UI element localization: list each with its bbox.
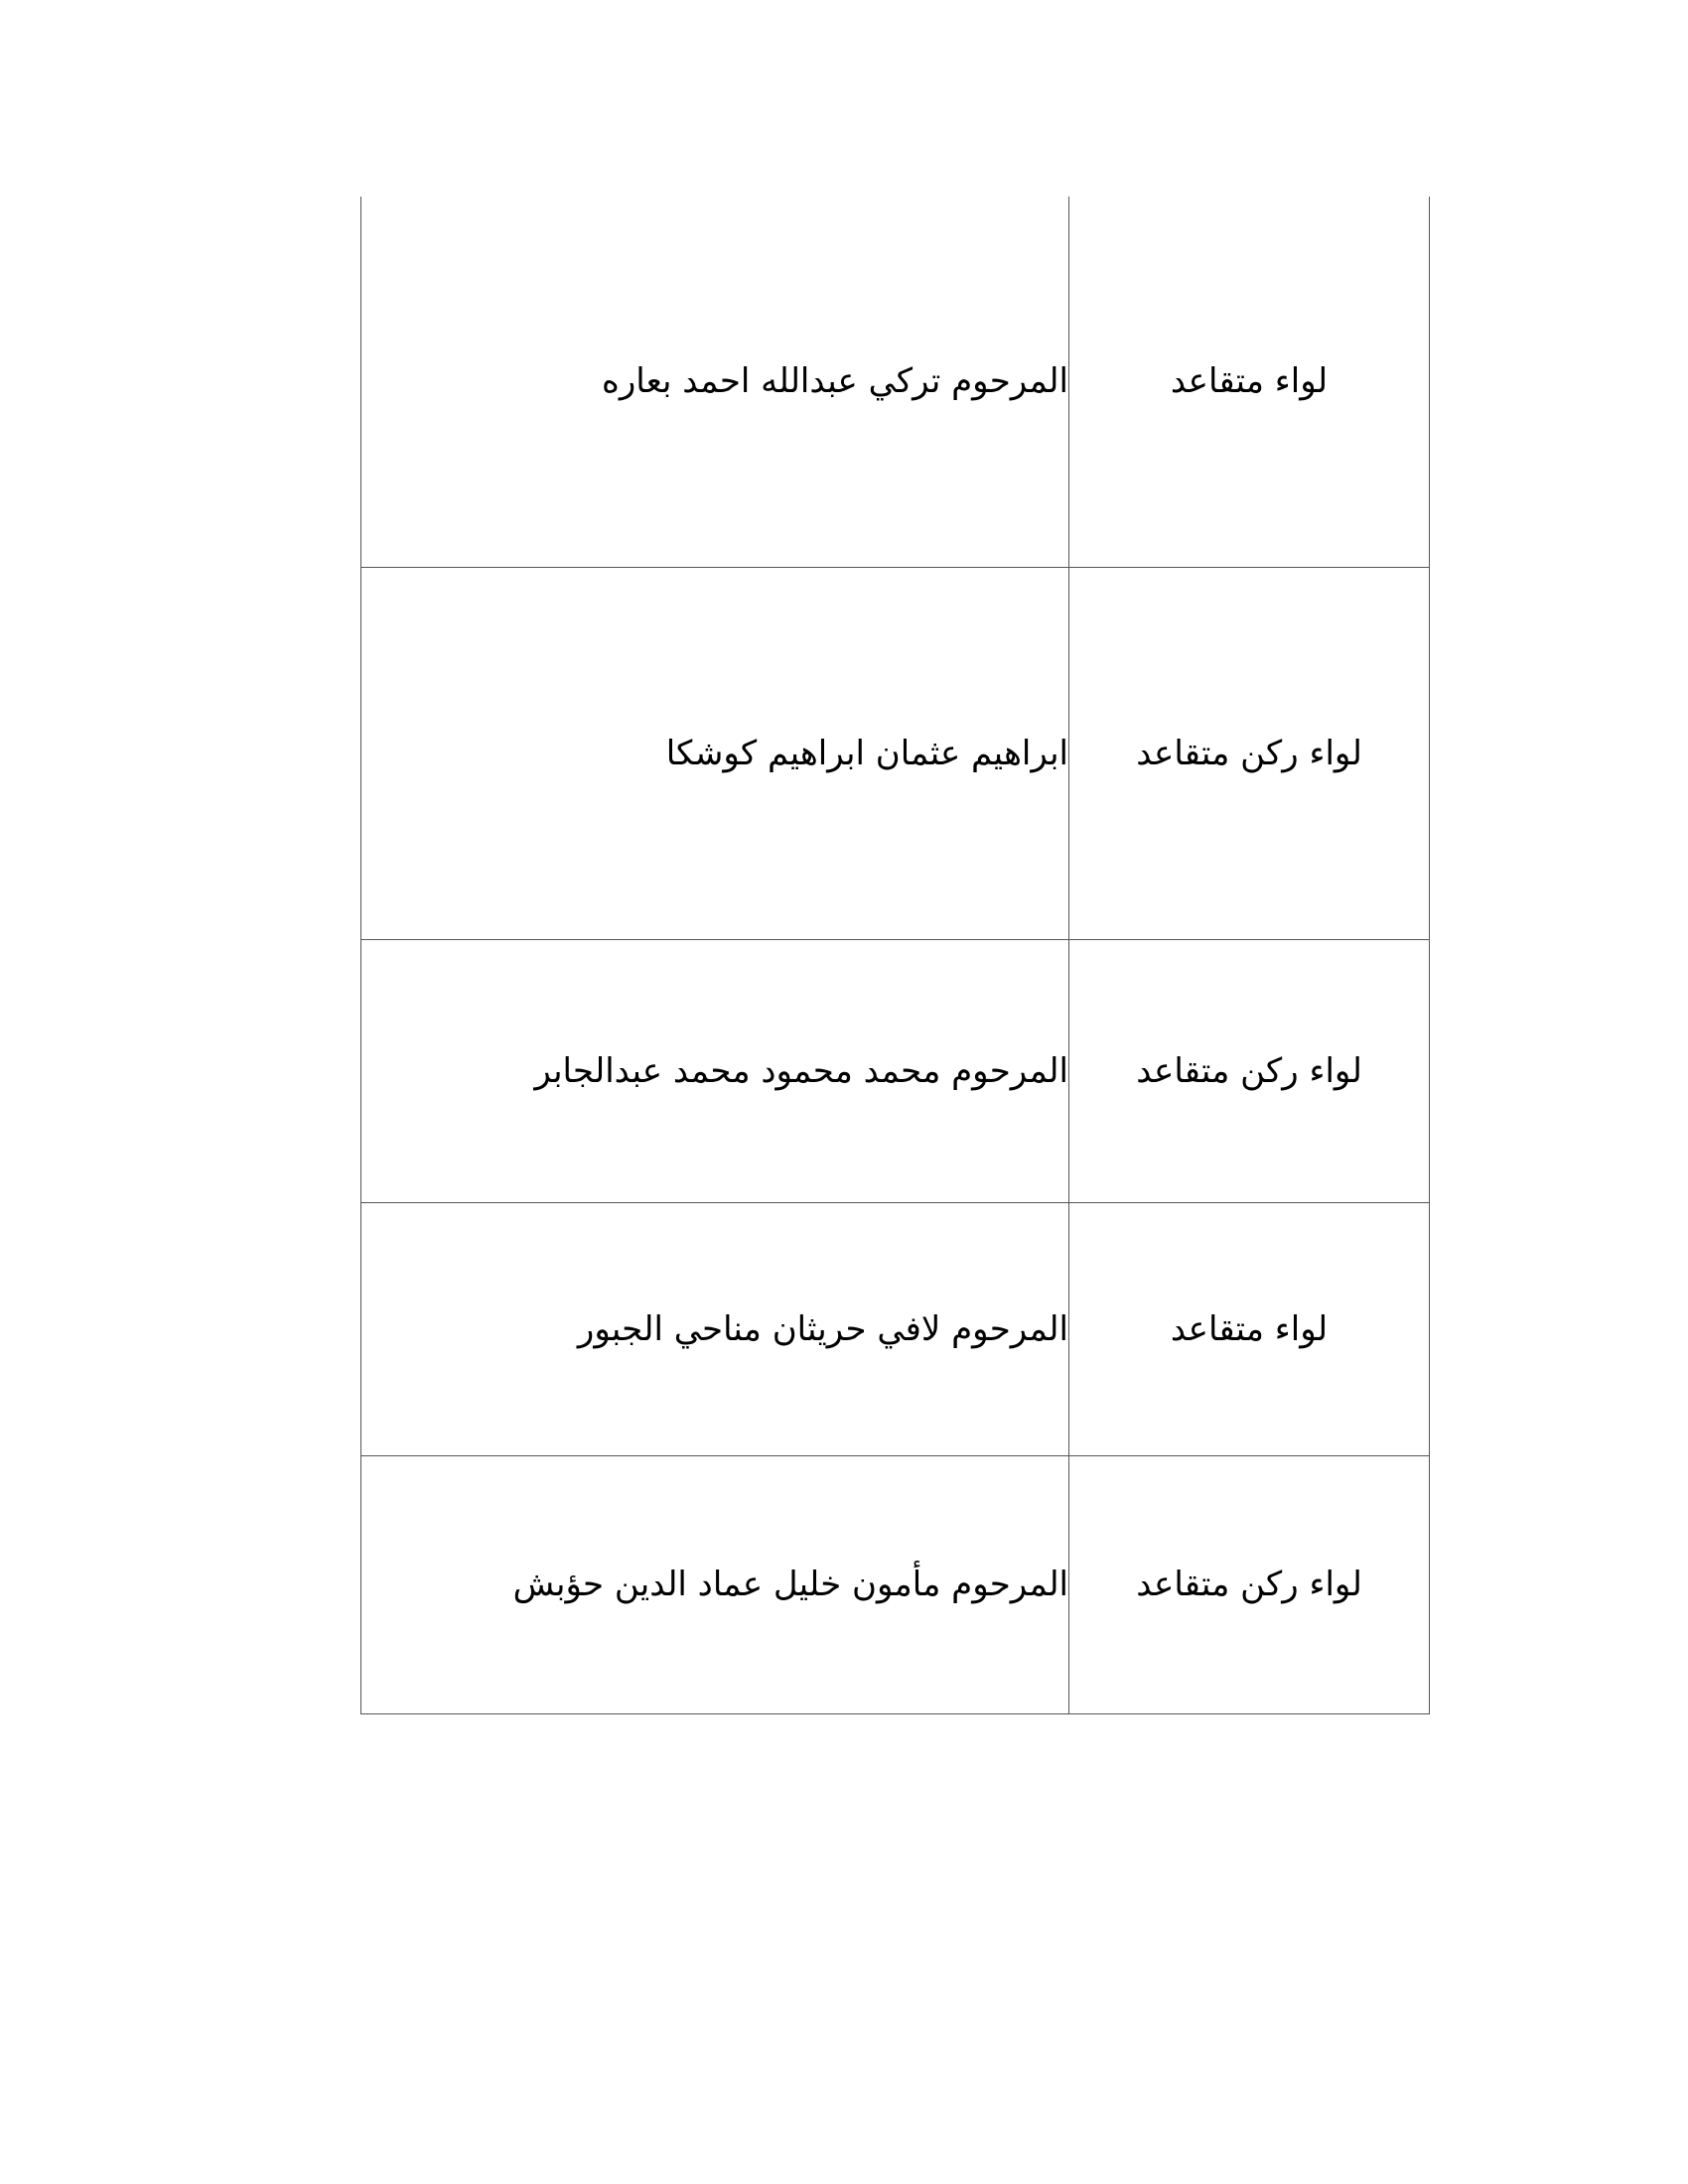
name-text: المرحوم تركي عبدالله احمد بعاره	[602, 361, 1068, 402]
rank-text: لواء متقاعد	[1170, 1308, 1329, 1349]
rank-text: لواء ركن متقاعد	[1136, 733, 1362, 773]
name-cell	[361, 940, 1069, 1203]
rank-cell	[1069, 197, 1430, 568]
table-row	[361, 197, 1430, 568]
rank-text: لواء متقاعد	[1170, 361, 1329, 402]
table-row	[361, 568, 1430, 940]
rank-text: لواء ركن متقاعد	[1136, 1050, 1362, 1091]
name-cell	[361, 197, 1069, 568]
rank-cell	[1069, 568, 1430, 940]
roster-table-container	[360, 197, 1429, 1714]
name-text: المرحوم لافي حريثان مناحي الجبور	[577, 1308, 1068, 1349]
table-row	[361, 1456, 1430, 1714]
roster-table	[360, 197, 1430, 1714]
rank-cell	[1069, 1203, 1430, 1456]
table-row	[361, 940, 1430, 1203]
name-cell	[361, 1203, 1069, 1456]
table-row	[361, 1203, 1430, 1456]
rank-cell	[1069, 940, 1430, 1203]
name-text: ابراهيم عثمان ابراهيم كوشكا	[665, 733, 1068, 773]
name-text: المرحوم محمد محمود محمد عبدالجابر	[534, 1050, 1068, 1091]
name-text: المرحوم مأمون خليل عماد الدين حؤبش	[512, 1565, 1068, 1605]
rank-cell	[1069, 1456, 1430, 1714]
name-cell	[361, 568, 1069, 940]
name-cell	[361, 1456, 1069, 1714]
rank-text: لواء ركن متقاعد	[1136, 1565, 1362, 1605]
